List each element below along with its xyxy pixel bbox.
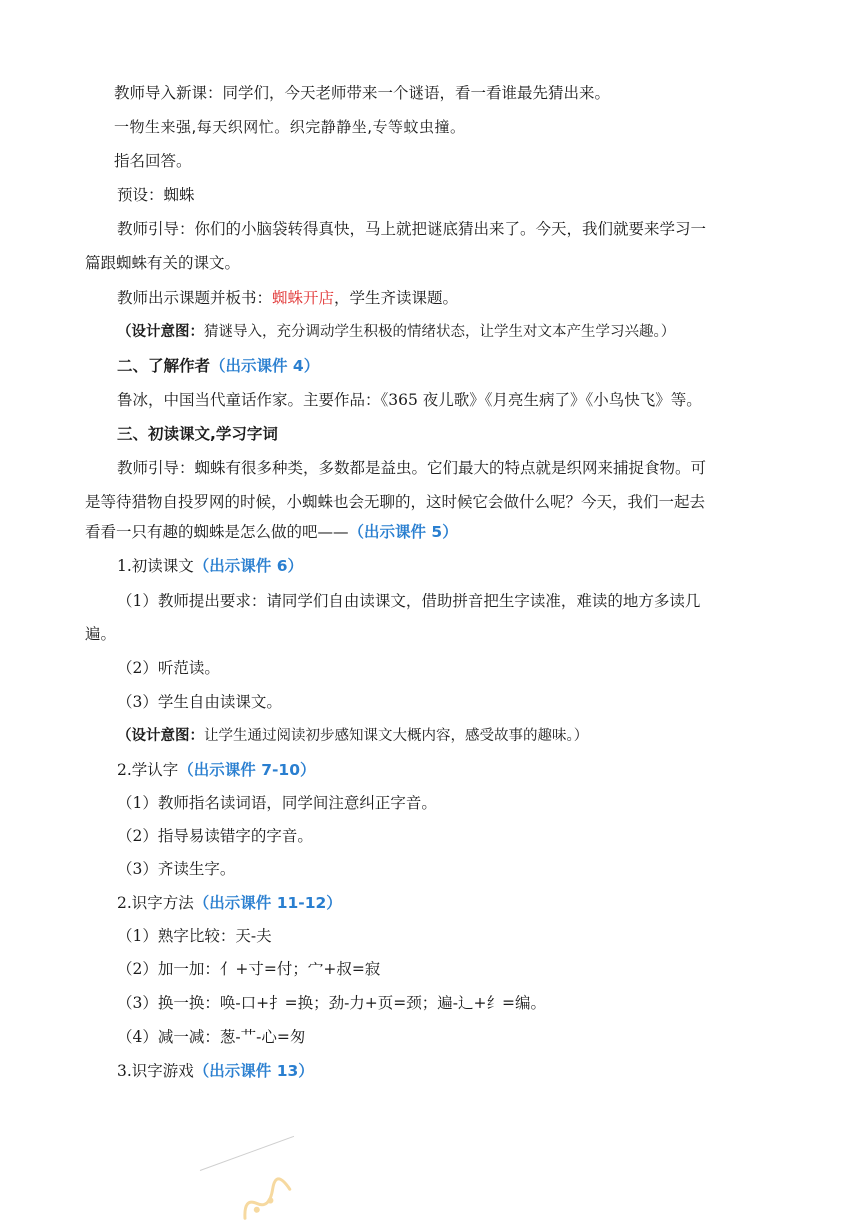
step-2-1-text: （1）教师指名读词语，同学间注意纠正字音。	[117, 794, 437, 812]
lesson-title: 蜘蛛开店	[272, 289, 335, 307]
step-3-1	[117, 926, 272, 946]
courseware-ref: （出示课件 13）	[193, 1062, 314, 1080]
section-heading-2-text: 二、了解作者	[117, 357, 211, 375]
subsection-3-text: 2.识字方法	[117, 894, 194, 912]
teacher-guide-1-line-2	[85, 253, 240, 273]
section-heading-3	[117, 424, 278, 444]
teacher-guide-2-line-2	[85, 492, 705, 512]
courseware-ref: （出示课件 6）	[193, 557, 303, 575]
subsection-4	[117, 1061, 314, 1081]
teacher-guide-1-text-b: 篇跟蜘蛛有关的课文。	[85, 254, 241, 272]
courseware-ref: （出示课件 4）	[210, 357, 320, 375]
riddle-line	[114, 117, 466, 137]
courseware-ref: （出示课件 7-10）	[178, 761, 316, 779]
step-2-2	[117, 826, 313, 846]
subsection-1	[117, 556, 303, 576]
courseware-ref: （出示课件 11-12）	[193, 894, 342, 912]
riddle-text: 一物生来强,每天织网忙。织完静静坐,专等蚊虫撞。	[114, 118, 466, 136]
author-intro	[117, 390, 702, 410]
design-intent-label: （设计意图：	[117, 324, 204, 340]
step-1-3-text: （3）学生自由读课文。	[117, 693, 282, 711]
step-3-4	[117, 1027, 305, 1047]
subsection-3	[117, 893, 342, 913]
preset-answer	[117, 185, 195, 205]
design-intent-2	[117, 726, 588, 746]
teacher-guide-1-text-a: 教师引导：你们的小脑袋转得真快，马上就把谜底猜出来了。今天，我们就要来学习一	[117, 220, 707, 238]
teacher-guide-2-text-a: 教师引导：蜘蛛有很多种类，多数都是益虫。它们最大的特点就是织网来捕捉食物。可	[117, 459, 707, 477]
watermark-divider	[200, 1136, 294, 1171]
step-3-2-text: （2）加一加：亻+寸=付；宀+叔=寂	[117, 960, 381, 978]
step-3-4-text: （4）减一减：葱-艹-心=匆	[117, 1028, 306, 1046]
step-1-3	[117, 692, 282, 712]
teacher-guide-2-text-b: 是等待猎物自投罗网的时候，小蜘蛛也会无聊的，这时候它会做什么呢？今天，我们一起去	[85, 493, 706, 511]
author-intro-text: 鲁冰，中国当代童话作家。主要作品：《365 夜儿歌》《月亮生病了》《小鸟快飞》等。	[117, 391, 702, 409]
design-intent-text: 让学生通过阅读初步感知课文大概内容，感受故事的趣味。）	[204, 728, 589, 744]
preset-answer-text: 预设：蜘蛛	[117, 186, 195, 204]
step-3-3-text: （3）换一换：唤-口+扌=换；劲-力+页=颈；遍-辶+纟=编。	[117, 994, 546, 1012]
step-1-2	[117, 658, 220, 678]
section-heading-2	[117, 356, 319, 376]
step-2-2-text: （2）指导易读错字的字音。	[117, 827, 313, 845]
step-3-1-text: （1）熟字比较：天-夫	[117, 927, 272, 945]
subsection-2	[117, 760, 315, 780]
step-1-1-text-b: 遍。	[85, 625, 117, 643]
teacher-guide-2-line-1	[117, 458, 706, 478]
courseware-ref: （出示课件 5）	[348, 523, 458, 541]
title-display-prefix: 教师出示课题并板书：	[117, 289, 273, 307]
intro-paragraph	[114, 83, 610, 103]
step-2-1	[117, 793, 437, 813]
design-intent-label: （设计意图：	[117, 728, 204, 744]
subsection-4-text: 3.识字游戏	[117, 1062, 194, 1080]
teacher-guide-2-line-3	[85, 522, 458, 542]
title-display-suffix: ，学生齐读课题。	[334, 289, 459, 307]
design-intent-1	[117, 322, 675, 342]
teacher-guide-2-text-c: 看看一只有趣的蜘蛛是怎么做的吧——	[85, 523, 349, 541]
intro-text: 教师导入新课：同学们，今天老师带来一个谜语，看一看谁最先猜出来。	[114, 84, 611, 102]
step-3-3	[117, 993, 546, 1013]
design-intent-text: 猜谜导入，充分调动学生积极的情绪状态，让学生对文本产生学习兴趣。）	[204, 324, 676, 340]
step-2-3	[117, 859, 235, 879]
step-1-1-line-2	[85, 624, 116, 644]
title-display-line	[117, 288, 458, 308]
subsection-2-text: 2.学认字	[117, 761, 179, 779]
watermark-logo-icon	[231, 1171, 301, 1229]
step-2-3-text: （3）齐读生字。	[117, 860, 236, 878]
teacher-guide-1-line-1	[117, 219, 706, 239]
step-1-1-text-a: （1）教师提出要求：请同学们自由读课文，借助拼音把生字读准，难读的地方多读几	[117, 592, 701, 610]
subsection-1-text: 1.初读课文	[117, 557, 194, 575]
call-on-answer	[114, 151, 192, 171]
step-1-2-text: （2）听范读。	[117, 659, 220, 677]
section-heading-3-text: 三、初读课文,学习字词	[117, 425, 278, 443]
call-on-answer-text: 指名回答。	[114, 152, 192, 170]
step-3-2	[117, 959, 380, 979]
step-1-1-line-1	[117, 591, 700, 611]
